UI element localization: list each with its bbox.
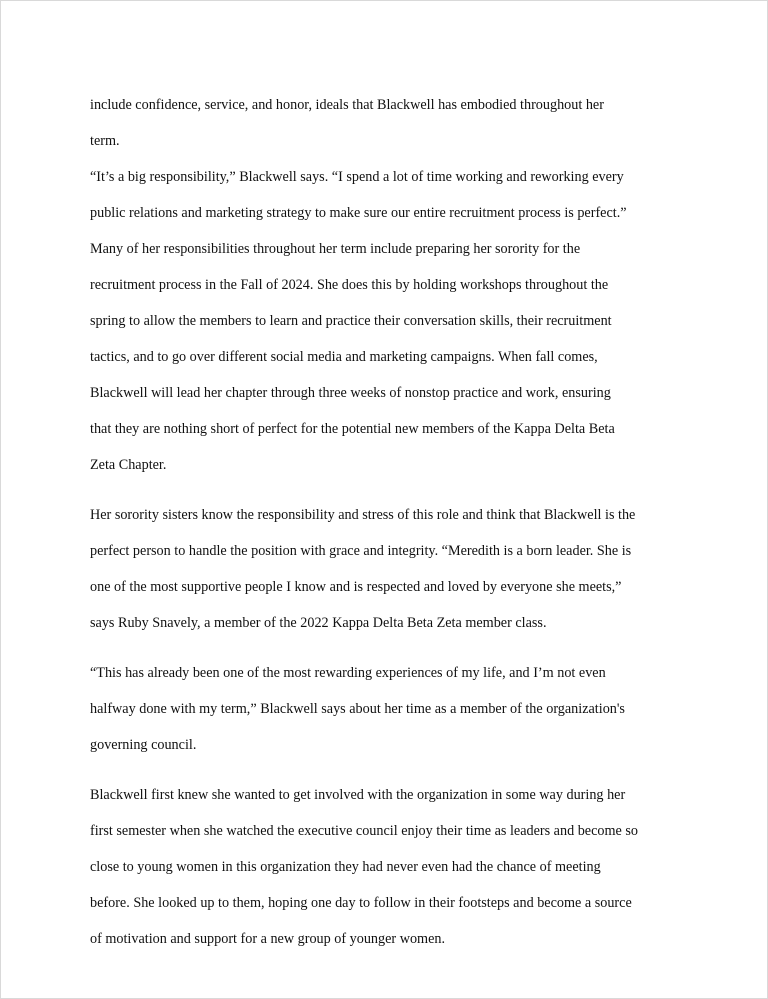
text-line: Her sorority sisters know the responsibility and stress of this role and think that Blackwell is the bbox=[90, 507, 636, 523]
text-line: “This has already been one of the most rewarding experiences of my life, and I’m not even bbox=[90, 665, 606, 681]
paragraph-big-responsibility-quote bbox=[90, 159, 690, 231]
text-line: perfect person to handle the position with grace and integrity. “Meredith is a born leader. She is bbox=[90, 543, 632, 559]
paragraph-rewarding-experience-quote bbox=[90, 655, 690, 763]
paragraph-sorority-sisters bbox=[90, 497, 690, 641]
text-line: of motivation and support for a new group of younger women. bbox=[90, 931, 446, 947]
text-line: one of the most supportive people I know and is respected and loved by everyone she meets,” bbox=[90, 579, 622, 595]
text-line: first semester when she watched the executive council enjoy their time as leaders and become so bbox=[90, 823, 638, 839]
text-line: recruitment process in the Fall of 2024. She does this by holding workshops throughout the bbox=[90, 277, 609, 293]
text-line: Blackwell will lead her chapter through three weeks of nonstop practice and work, ensuring bbox=[90, 385, 611, 401]
text-line: that they are nothing short of perfect for the potential new members of the Kappa Delta Beta bbox=[90, 421, 615, 437]
text-line: close to young women in this organization they had never even had the chance of meeting bbox=[90, 859, 601, 875]
text-line: tactics, and to go over different social media and marketing campaigns. When fall comes, bbox=[90, 349, 598, 365]
paragraph-first-involvement bbox=[90, 777, 690, 957]
text-line: Zeta Chapter. bbox=[90, 457, 167, 473]
text-line: before. She looked up to them, hoping one day to follow in their footsteps and become a source bbox=[90, 895, 632, 911]
text-line: Many of her responsibilities throughout her term include preparing her sorority for the bbox=[90, 241, 581, 257]
text-line: governing council. bbox=[90, 737, 197, 753]
paragraph-honor-ideals bbox=[90, 87, 690, 159]
text-line: include confidence, service, and honor, ideals that Blackwell has embodied throughout her bbox=[90, 97, 604, 113]
text-line: says Ruby Snavely, a member of the 2022 Kappa Delta Beta Zeta member class. bbox=[90, 615, 547, 631]
text-line: “It’s a big responsibility,” Blackwell says. “I spend a lot of time working and reworking every bbox=[90, 169, 624, 185]
text-line: public relations and marketing strategy to make sure our entire recruitment process is perfect.” bbox=[90, 205, 627, 221]
text-line: halfway done with my term,” Blackwell says about her time as a member of the organization's bbox=[90, 701, 625, 717]
paragraph-responsibilities bbox=[90, 231, 690, 483]
paragraph-spacer bbox=[90, 483, 690, 497]
text-line: Blackwell first knew she wanted to get involved with the organization in some way during her bbox=[90, 787, 626, 803]
paragraph-spacer bbox=[90, 763, 690, 777]
text-line: term. bbox=[90, 133, 120, 149]
paragraph-spacer bbox=[90, 641, 690, 655]
document-body bbox=[90, 87, 690, 957]
text-line: spring to allow the members to learn and practice their conversation skills, their recruitment bbox=[90, 313, 612, 329]
